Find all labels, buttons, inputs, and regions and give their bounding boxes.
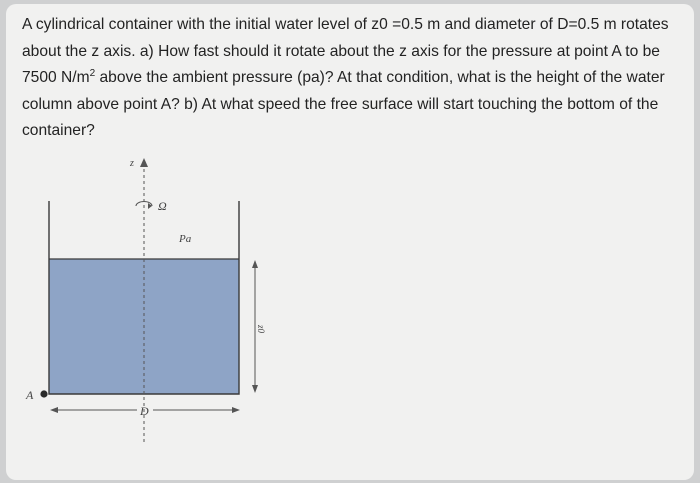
diameter-right-arrow-icon — [232, 407, 240, 413]
cylinder-diagram — [6, 4, 694, 480]
diameter-label: D — [140, 404, 149, 418]
point-a-label: A — [26, 388, 34, 402]
z0-label: z0 — [256, 325, 266, 334]
diameter-left-arrow-icon — [50, 407, 58, 413]
omega-label: Ω — [158, 199, 167, 213]
z0-top-arrow-icon — [252, 260, 258, 268]
problem-text-part-1: A cylindrical container with the initial water level of z0 =0.5 m and diameter of D=0.5 m rotates about the z axis. a) How fast should it rotate about the z axis for the pressure at point A to be 7500 N/m — [22, 16, 669, 86]
squared-superscript: 2 — [89, 68, 96, 79]
problem-text-part-2: above the ambient pressure (pa)? At that condition, what is the height of the water column above point A? b) At what speed the free surface will start touching the bottom of the container? — [22, 69, 665, 139]
point-a-marker — [40, 390, 47, 397]
z0-bottom-arrow-icon — [252, 385, 258, 393]
z-axis-arrow-icon — [140, 158, 148, 167]
ambient-pressure-label: Pa — [179, 233, 192, 245]
z-axis-label: z — [130, 158, 134, 169]
problem-card — [6, 4, 694, 480]
